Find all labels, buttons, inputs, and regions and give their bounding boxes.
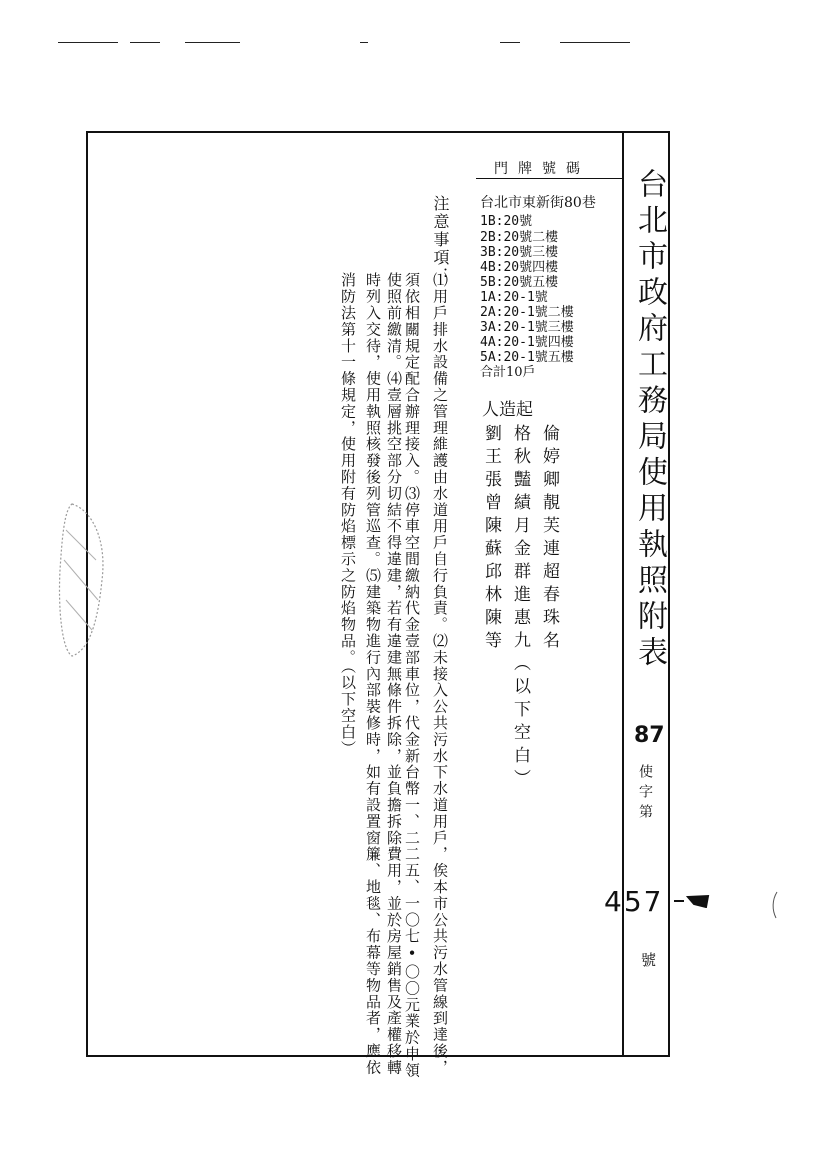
header-rule — [476, 178, 622, 179]
builder-names-column: 倫婷卿靚芙連超春珠名 — [539, 424, 559, 654]
note-line: ⑴用戶排水設備之管理維護由水道用戶自行負責。⑵未接入公共污水下水道用戶，俟本市公共污水管線到達後， — [431, 272, 449, 1076]
scan-speck-icon — [770, 890, 780, 920]
scan-mark — [185, 42, 240, 43]
address-unit: 5A:20-1號五樓 — [480, 350, 574, 365]
scan-mark — [58, 42, 118, 43]
scan-mark — [360, 42, 368, 43]
note-line: 使照前繳清。⑷壹層挑空部分切結不得違建，若有違建無條件拆除，並負擔拆除費用，並於房屋銷售及產權移轉 — [385, 272, 403, 1076]
address-header-label: 門牌號碼 — [494, 161, 590, 177]
note-line: 時列入交待，使用執照核發後列管巡查。⑸建築物進行內部裝修時，如有設置窗簾、地毯、布幕等物品者，應依 — [364, 272, 382, 1076]
address-unit: 5B:20號五樓 — [480, 275, 559, 290]
address-unit: 3A:20-1號三樓 — [480, 320, 574, 335]
scan-mark — [560, 42, 630, 43]
paper-stain — [52, 500, 112, 660]
title-column-divider — [622, 131, 624, 1057]
note-line: 須依相關規定配合辦理接入。⑶停車空間繳納代金壹部車位，代金新台幣一、二二五、一〇七•〇〇元業於申領 — [403, 272, 421, 1079]
builder-names-column: 劉王張曾陳蘇邱林陳等 — [481, 424, 501, 654]
license-serial: 457 — [604, 885, 664, 918]
address-unit: 1A:20-1號 — [480, 290, 548, 305]
license-suffix: 號 — [639, 952, 657, 967]
ink-smudge — [672, 893, 710, 907]
address-unit: 4A:20-1號四樓 — [480, 335, 574, 350]
builder-names-column: 格秋豔績月金群進惠九（以下空白） — [510, 424, 530, 792]
address-unit: 1B:20號 — [480, 214, 533, 229]
license-number: 87 — [634, 723, 665, 748]
address-unit: 2A:20-1號二樓 — [480, 305, 574, 320]
address-unit: 4B:20號四樓 — [480, 260, 559, 275]
scan-speck — [770, 890, 780, 920]
license-prefix: 使字第 — [637, 764, 653, 824]
address-unit: 3B:20號三樓 — [480, 245, 559, 260]
note-line: 消防法第十一條規定，使用附有防焰標示之防焰物品。（以下空白） — [339, 272, 357, 757]
scan-mark — [130, 42, 160, 43]
ink-smudge-icon — [672, 894, 710, 908]
address-total: 合計10戶 — [480, 365, 536, 380]
address-street: 台北市東新街80巷 — [480, 195, 596, 211]
document-title: 台北市政府工務局使用執照附表 — [632, 168, 667, 672]
builders-label: 起造人 — [482, 400, 533, 420]
scan-mark — [500, 42, 520, 43]
paper-stain-icon — [52, 500, 112, 660]
address-unit: 2B:20號二樓 — [480, 230, 559, 245]
notes-label: 注意事項： — [431, 195, 450, 285]
